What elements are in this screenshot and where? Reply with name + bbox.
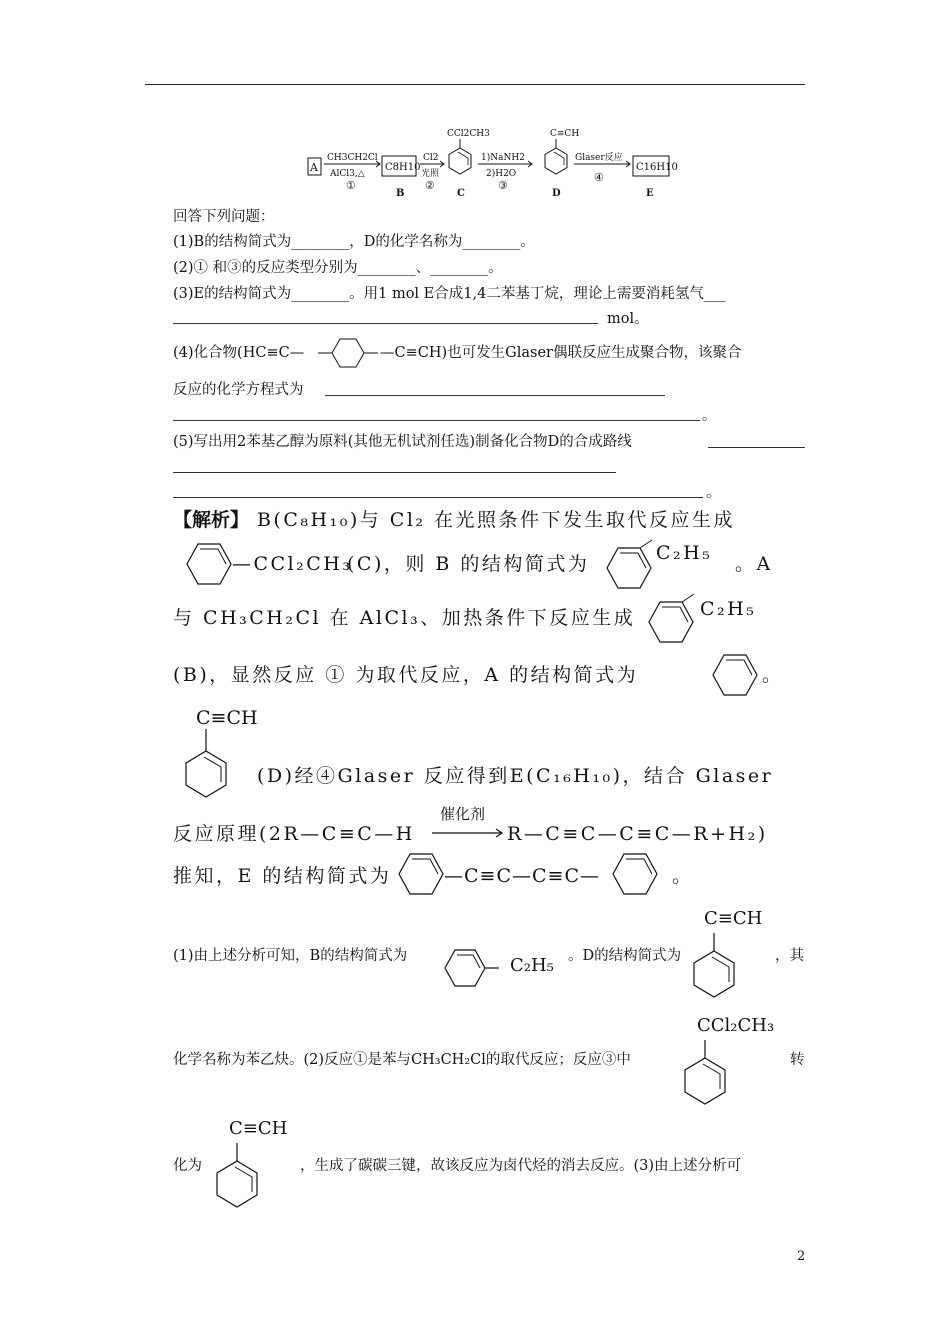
- benzene-ring-q4: [318, 335, 380, 371]
- scheme-r4-num: ④: [594, 171, 604, 184]
- scheme-C-sub: CCl2CH3: [447, 129, 490, 139]
- solution-3-ringD-sub: C≡CH: [229, 1118, 288, 1139]
- scheme-r2-bottom: 光照: [421, 169, 440, 179]
- answer-blank: [173, 323, 598, 324]
- scheme-r1-top: CH3CH2Cl: [327, 153, 378, 163]
- answer-blank: [173, 472, 616, 473]
- scheme-r2-num: ②: [425, 179, 435, 192]
- questions-intro: 回答下列问题：: [173, 209, 275, 225]
- scheme-E-label: E: [646, 188, 654, 199]
- question-4-suffix: —C≡CH)也可发生Glaser偶联反应生成聚合物，该聚合: [380, 345, 742, 361]
- question-3-end: mol。: [607, 311, 649, 327]
- question-4-line2: 反应的化学方程式为: [173, 382, 304, 398]
- analysis-line-2-ring-sub: C₂H₅: [656, 542, 713, 564]
- solution-1-prefix: (1)由上述分析可知，B的结构简式为: [173, 948, 408, 964]
- scheme-r1-num: ①: [346, 179, 356, 192]
- benzene-ring: [183, 729, 231, 801]
- question-4-prefix: (4)化合物(HC≡C—: [173, 345, 305, 361]
- solution-3-suffix: ，生成了碳碳三键，故该反应为卤代烃的消去反应。(3)由上述分析可: [300, 1158, 742, 1174]
- scheme-D-label: D: [552, 188, 561, 199]
- benzene-ring: [214, 1143, 262, 1213]
- analysis-line-2-mid: (C)，则 B 的结构简式为: [347, 553, 590, 575]
- scheme-E-formula: C16H10: [636, 162, 678, 173]
- benzene-ring: [612, 852, 660, 898]
- catalyst-label: 催化剂: [440, 805, 486, 823]
- analysis-line-3: 与 CH₃CH₂Cl 在 AlCl₃、加热条件下反应生成: [173, 607, 636, 629]
- solution-1-end: ，其: [775, 948, 804, 964]
- analysis-line-2-end: 。A: [735, 553, 773, 575]
- analysis-line-7-prefix: 推知，E 的结构简式为: [173, 865, 392, 887]
- analysis-line-1: B(C₈H₁₀)与 Cl₂ 在光照条件下发生取代反应生成: [257, 509, 736, 531]
- solution-1-ringB-sub: C₂H₅: [510, 955, 554, 976]
- solution-2-prefix: 化学名称为苯乙炔。(2)反应①是苯与CH₃CH₂Cl的取代反应；反应③中: [173, 1052, 631, 1068]
- question-1: (1)B的结构简式为________，D的化学名称为________。: [173, 234, 535, 250]
- scheme-r4-top: Glaser反应: [575, 153, 623, 163]
- question-2: (2)① 和③的反应类型分别为________、________。: [173, 260, 503, 276]
- question-5-end: 。: [706, 485, 721, 501]
- answer-blank: [708, 447, 805, 448]
- page-number: 2: [797, 1249, 806, 1264]
- header-rule: [145, 84, 805, 85]
- analysis-line-2-sub: —CCl₂CH₃: [232, 553, 353, 575]
- analysis-line-7-mid: —C≡C—C≡C—: [444, 865, 600, 887]
- benzene-ring: [691, 933, 739, 1003]
- answer-blank: [173, 420, 700, 421]
- benzene-ring: [682, 1040, 730, 1110]
- question-4-end: 。: [702, 408, 717, 424]
- benzene-ring: [441, 942, 511, 990]
- benzene-ring: [648, 594, 700, 644]
- analysis-line-5: (D)经④Glaser 反应得到E(C₁₆H₁₀)，结合 Glaser: [257, 765, 774, 787]
- benzene-ring: [398, 852, 446, 898]
- scheme-r3-num: ③: [498, 179, 508, 192]
- solution-2-end: 转: [790, 1052, 805, 1068]
- question-5: (5)写出用2苯基乙醇为原料(其他无机试剂任选)制备化合物D的合成路线: [173, 434, 632, 450]
- analysis-line-4-end: 。: [762, 664, 784, 686]
- question-3: (3)E的结构简式为________。用1 mol E合成1,4二苯基丁烷，理论上需要消耗氢气___: [173, 286, 726, 302]
- scheme-B-formula: C8H10: [385, 162, 421, 173]
- benzene-ring: [606, 540, 658, 590]
- benzene-ring: [712, 653, 758, 697]
- analysis-line-7-end: 。: [672, 865, 694, 887]
- scheme-r1-bottom: AlCl3,△: [330, 169, 365, 179]
- scheme-C-label: C: [457, 188, 465, 199]
- analysis-line-5-ring-sub: C≡CH: [196, 707, 258, 729]
- scheme-B-label: B: [396, 188, 405, 199]
- reaction-arrow: [432, 828, 506, 838]
- analysis-line-6-prefix: 反应原理(2R—C≡C—H: [173, 823, 415, 845]
- reaction-scheme: [300, 120, 680, 202]
- scheme-A: A: [310, 161, 318, 174]
- scheme-r3-bottom: 2)H2O: [486, 169, 517, 179]
- analysis-line-6-suffix: R—C≡C—C≡C—R+H₂): [507, 823, 768, 845]
- answer-blank: [325, 395, 665, 396]
- scheme-D-sub: C≡CH: [550, 129, 580, 139]
- analysis-tag: 【解析】: [173, 509, 250, 531]
- solution-1-ringD-sub: C≡CH: [704, 908, 763, 929]
- scheme-r2-top: Cl2: [423, 153, 439, 163]
- solution-2-ringC-sub: CCl₂CH₃: [697, 1015, 775, 1036]
- analysis-line-4: (B)，显然反应 ① 为取代反应，A 的结构简式为: [173, 664, 639, 686]
- answer-blank: [173, 497, 703, 498]
- analysis-line-3-ring-sub: C₂H₅: [700, 598, 757, 620]
- scheme-r3-top: 1)NaNH2: [481, 153, 525, 163]
- solution-1-mid: 。D的结构简式为: [568, 948, 682, 964]
- solution-3-prefix: 化为: [173, 1158, 202, 1174]
- benzene-ring: [186, 541, 234, 587]
